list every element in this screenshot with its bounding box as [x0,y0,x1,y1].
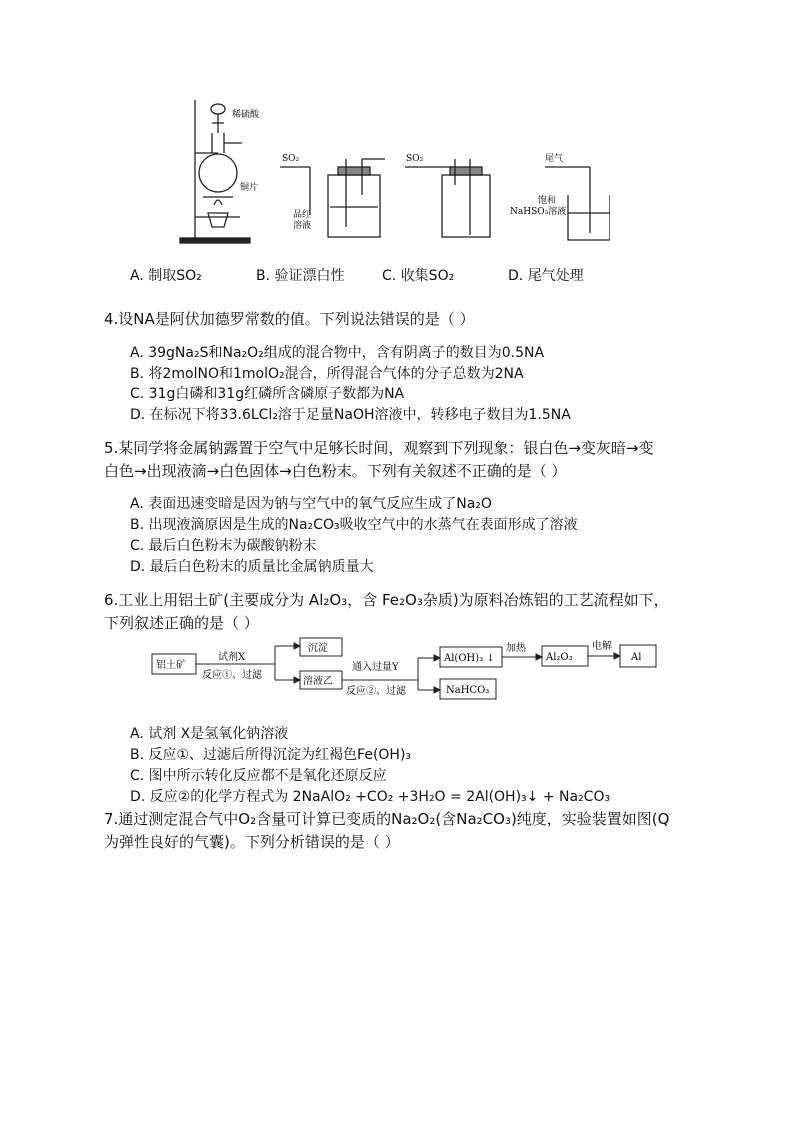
pinhong-label-1: 品红 [293,210,312,220]
flow-solution-b: 溶液乙 [303,676,333,687]
q3-option-b-text: 验证漂白性 [274,268,345,284]
q3-option-a [130,266,202,286]
q4-option-d: D. 在标况下将33.6LCl₂溶于足量NaOH溶液中，转移电子数目为1.5NA [130,407,571,423]
q7-stem-line1: 7.通过测定混合气中O₂含量可计算已变质的Na₂O₂(含Na₂CO₃)纯度，实验装置如图(Q [104,810,670,828]
pinhong-label-2: 溶液 [293,221,312,231]
q5-option-a: A. 表面迅速变暗是因为钠与空气中的氧气反应生成了Na₂O [130,496,492,512]
dilute-acid-label: 稀硫酸 [232,110,260,120]
q6-option-c: C. 图中所示转化反应都不是氧化还原反应 [130,768,387,784]
q4-option-c: C. 31g白磷和31g红磷所含磷原子数都为NA [130,386,405,402]
apparatus-figure [170,95,610,250]
q6-option-a: A. 试剂 X是氢氧化钠溶液 [130,726,289,742]
q5-stem-line2: 白色→出现液滴→白色固体→白色粉末。下列有关叙述不正确的是（ ） [104,462,567,480]
q3-option-d [508,266,584,286]
so2-label-c: SO₂ [406,154,424,164]
q5-option-c: C. 最后白色粉末为碳酸钠粉末 [130,538,317,554]
flow-electrolysis: 电解 [592,641,612,652]
q3-option-c-text: 收集SO₂ [400,268,455,284]
flow-reaction2: 反应②、过滤 [346,686,406,697]
q3-option-b [256,266,345,286]
q4-option-a: A. 39gNa₂S和Na₂O₂组成的混合物中，含有阴离子的数目为0.5NA [130,345,545,361]
copper-label: 铜片 [240,183,259,193]
q3-option-c [382,266,454,286]
q4-option-b: B. 将2molNO和1molO₂混合，所得混合气体的分子总数为2NA [130,366,524,382]
flow-heat: 加热 [506,643,526,654]
flow-aloh3: Al(OH)₃ ↓ [444,653,495,664]
q6-option-d: D. 反应②的化学方程式为 2NaAlO₂ +CO₂ +3H₂O = 2Al(OH)₃↓ + Na₂CO₃ [130,789,611,805]
flow-excess-y: 通入过量Y [352,662,399,673]
q3-option-b-letter: B. [256,268,271,284]
process-flowchart [148,636,678,706]
flow-reagent-x: 试剂X [218,652,246,663]
q6-stem-line1: 6.工业上用铝土矿(主要成分为 Al₂O₃，含 Fe₂O₃杂质)为原料冶炼铝的工艺流程如下， [104,591,669,609]
q3-option-a-letter: A. [130,268,144,284]
q6-option-b: B. 反应①、过滤后所得沉淀为红褐色Fe(OH)₃ [130,747,412,763]
q5-option-d: D. 最后白色粉末的质量比金属钠质量大 [130,559,374,575]
sat-label-1: 饱和 [538,196,557,206]
sat-label-2: NaHSO₃溶液 [510,207,567,217]
q4-stem: 4.设NA是阿伏加德罗常数的值。下列说法错误的是（ ） [104,310,475,328]
flow-bauxite: 铝土矿 [156,660,186,671]
flow-al: Al [631,652,642,663]
flow-nahco3: NaHCO₃ [446,685,490,696]
q3-option-d-letter: D. [508,268,524,284]
flow-reaction1: 反应①、过滤 [202,670,262,681]
q6-stem-line2: 下列叙述正确的是（ ） [104,614,259,632]
q5-stem-line1: 5.某同学将金属钠露置于空气中足够长时间，观察到下列现象：银白色→变灰暗→变 [104,439,654,457]
q3-option-d-text: 尾气处理 [527,268,584,284]
q3-option-c-letter: C. [382,268,397,284]
q3-option-a-text: 制取SO₂ [148,268,202,284]
so2-label-b: SO₂ [282,154,300,164]
q7-stem-line2: 为弹性良好的气囊)。下列分析错误的是（ ） [104,833,400,851]
tail-gas-label: 尾气 [545,154,564,164]
q5-option-b: B. 出现液滴原因是生成的Na₂CO₃吸收空气中的水蒸气在表面形成了溶液 [130,517,578,533]
flow-precipitate: 沉淀 [308,643,328,654]
flow-al2o3: Al₂O₃ [546,652,573,663]
